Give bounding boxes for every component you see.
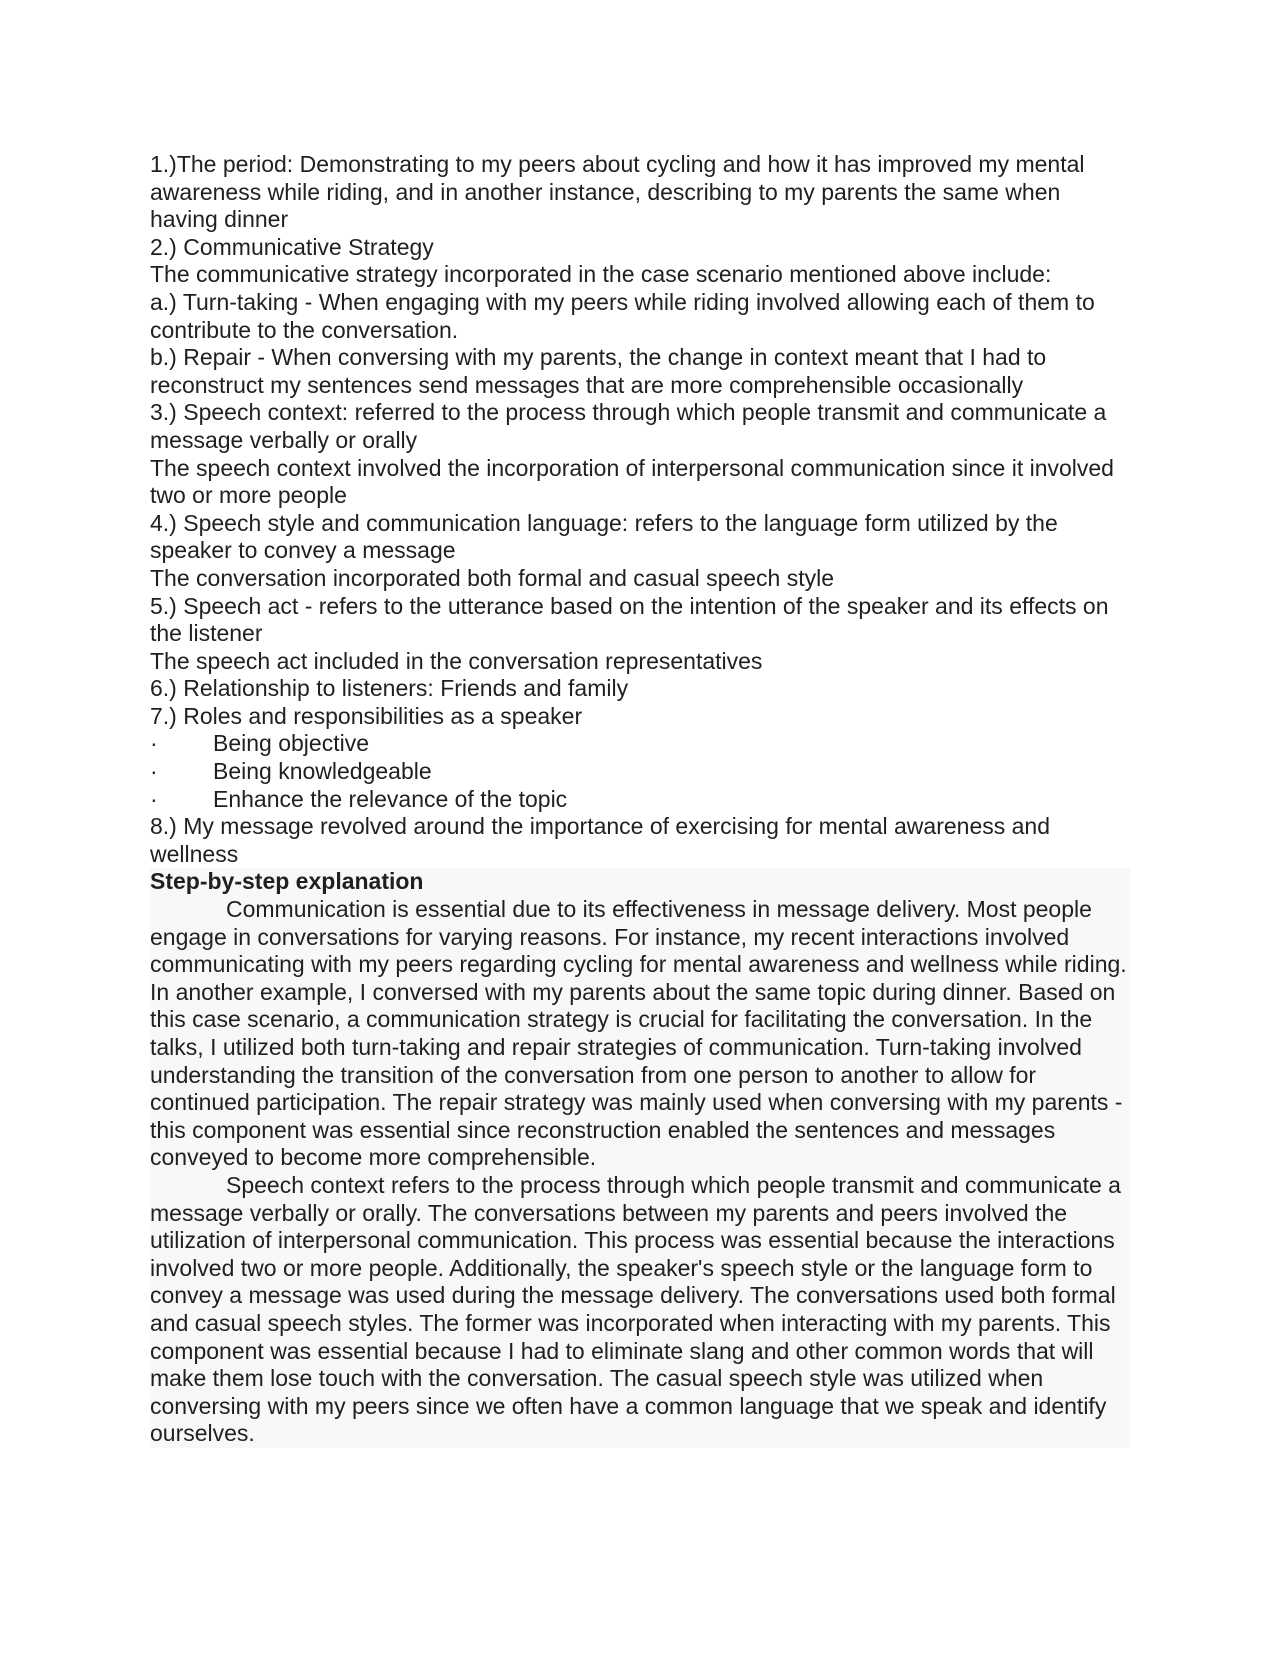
explanation-section — [150, 868, 1130, 1447]
answer-3-detail: The speech context involved the incorporation of interpersonal communication since it involved two or more people — [150, 454, 1114, 509]
bullet-mark: · — [150, 758, 158, 785]
explanation-paragraph: Communication is essential due to its effectiveness in message delivery. Most people engage in conversations for varying reasons. For instance, my recent interactions involved communicating with my peers regarding cycling for mental awareness and wellness while riding. In another example, I conversed with my parents about the same topic during dinner. Based on this case scenario, a communication strategy is crucial for facilitating the conversation. In the talks, I utilized both turn-taking and repair strategies of communication. Turn-taking involved understanding the transition of the conversation from one person to another to allow for continued participation. The repair strategy was mainly used when conversing with my parents - this component was essential since reconstruction enabled the sentences and messages conveyed to become more comprehensible. — [150, 896, 1127, 1171]
bullet-mark: · — [150, 785, 158, 812]
answer-8: 8.) My message revolved around the importance of exercising for mental awareness and wellness — [150, 813, 1051, 867]
answer-3: 3.) Speech context: referred to the process through which people transmit and communicate a message verbally or orally — [150, 399, 1107, 453]
answer-4: 4.) Speech style and communication language: refers to the language form utilized by the speaker to convey a message — [150, 509, 1058, 564]
answer-5-detail: The speech act included in the conversation representatives — [150, 647, 763, 674]
answer-5: 5.) Speech act - refers to the utterance based on the intention of the speaker and its effects on the listener — [150, 592, 1109, 647]
answer-2-item-b: b.) Repair - When conversing with my parents, the change in context meant that I had to reconstruct my sentences send messages that are more comprehensible occasionally — [150, 344, 1047, 398]
bullet-mark: · — [150, 730, 158, 757]
answer-2-item-a: a.) Turn-taking - When engaging with my peers while riding involved allowing each of them to contribute to the conversation. — [150, 288, 1095, 343]
bullet-item — [150, 758, 1130, 786]
document-body — [150, 151, 1130, 1448]
answer-7: 7.) Roles and responsibilities as a speaker — [150, 702, 583, 729]
bullet-text: Being objective — [213, 730, 369, 757]
bullet-item — [150, 786, 1130, 814]
answer-4-detail: The conversation incorporated both formal and casual speech style — [150, 564, 835, 591]
explanation-paragraph: Speech context refers to the process through which people transmit and communicate a message verbally or orally. The conversations between my parents and peers involved the utilization of interpersonal communication. This process was essential because the interactions involved two or more people. Additionally, the speaker's speech style or the language form to convey a message was used during the message delivery. The conversations used both formal and casual speech styles. The former was incorporated when interacting with my parents. This component was essential because I had to eliminate slang and other common words that will make them lose touch with the conversation. The casual speech style was utilized when conversing with my peers since we often have a common language that we speak and identify ourselves. — [150, 1171, 1121, 1447]
bullet-text: Being knowledgeable — [213, 758, 432, 785]
answer-6: 6.) Relationship to listeners: Friends and family — [150, 675, 629, 702]
bullet-item — [150, 730, 1130, 758]
answer-2-intro: The communicative strategy incorporated in the case scenario mentioned above include: — [150, 261, 1052, 288]
answer-2-heading: 2.) Communicative Strategy — [150, 233, 434, 260]
bullet-text: Enhance the relevance of the topic — [213, 785, 568, 812]
answer-1: 1.)The period: Demonstrating to my peers about cycling and how it has improved my mental awareness while riding, and in another instance, describing to my parents the same when having dinner — [150, 151, 1085, 233]
explanation-heading: Step-by-step explanation — [150, 868, 424, 895]
